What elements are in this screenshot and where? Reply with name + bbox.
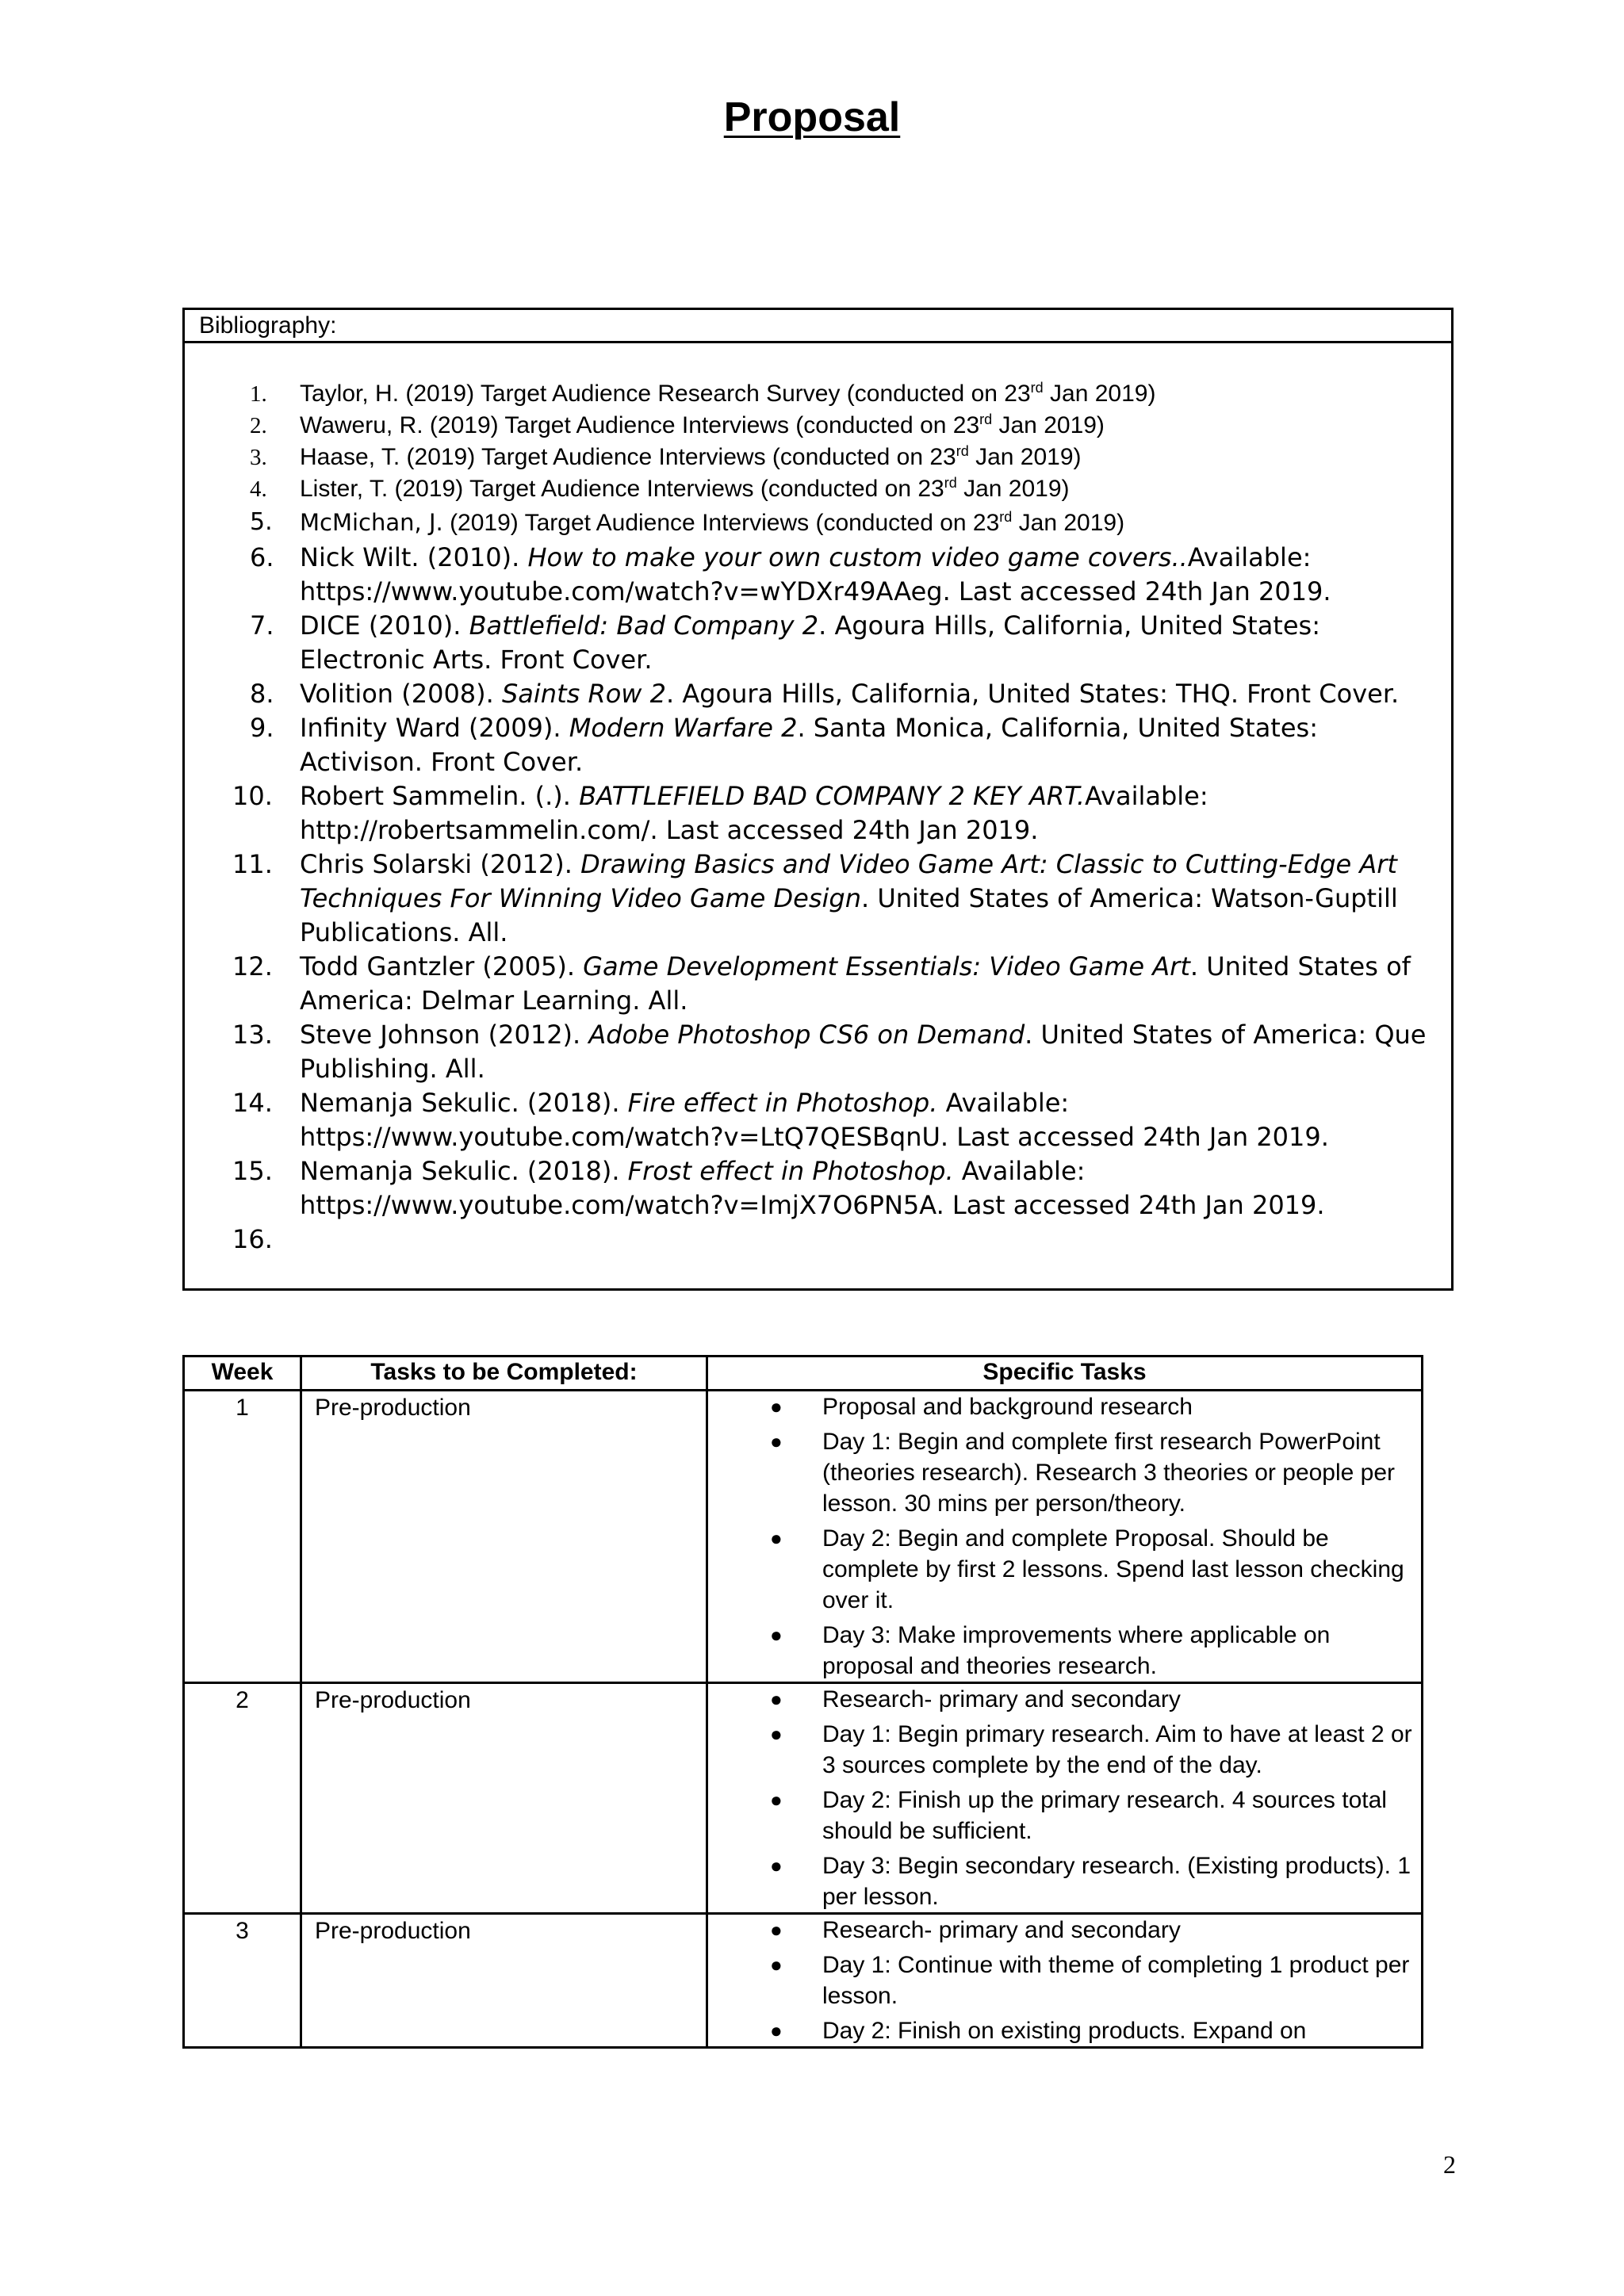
list-item <box>708 1684 1413 1715</box>
list-item <box>708 1523 1413 1616</box>
entry-sup: rd <box>979 411 993 427</box>
entry-text: (2019) Target Audience Interviews (conducted on 23 <box>442 510 1000 536</box>
list-item <box>708 1850 1413 1912</box>
list-item-text: Day 2: Finish up the primary research. 4 sources total should be sufficient. <box>822 1787 1387 1844</box>
list-item <box>708 1391 1413 1422</box>
entry-tail: Jan 2019) <box>1012 510 1125 536</box>
bibliography-entry <box>185 677 1451 711</box>
bullet-icon: ● <box>770 1429 783 1453</box>
entry-number: 3. <box>250 445 267 470</box>
entry-author: Nemanja Sekulic. (2018). <box>300 1156 628 1186</box>
list-item-text: Research- primary and secondary <box>822 1917 1181 1943</box>
header-week: Week <box>184 1357 301 1391</box>
bibliography-entry <box>185 848 1451 950</box>
entry-details: Available: https://www.youtube.com/watch?v=wYDXr49AAeg. Last accessed 24th Jan 2019. <box>300 542 1331 607</box>
page-title: Proposal <box>723 94 901 140</box>
list-item-text: Day 3: Make improvements where applicable on proposal and theories research. <box>822 1622 1331 1679</box>
list-item <box>708 2015 1413 2046</box>
bibliography-list <box>185 378 1451 1257</box>
entry-number: 2. <box>250 413 267 438</box>
entry-tail: Jan 2019) <box>968 444 1082 470</box>
header-tasks: Tasks to be Completed: <box>301 1357 707 1391</box>
week-cell: 3 <box>184 1914 301 2048</box>
table-row <box>184 1914 1423 2048</box>
entry-title: How to make your own custom video game covers.. <box>527 542 1188 572</box>
bullet-icon: ● <box>770 1918 783 1942</box>
table-row <box>184 1683 1423 1914</box>
entry-number: 4. <box>250 476 267 502</box>
bibliography-entry <box>185 410 1451 442</box>
header-specific-tasks: Specific Tasks <box>707 1357 1423 1391</box>
entry-title: Adobe Photoshop CS6 on Demand <box>588 1020 1025 1050</box>
list-item-text: Day 1: Begin and complete first research PowerPoint (theories research). Research 3 theories or people per lesson. 30 mins per person/theory. <box>822 1429 1396 1517</box>
task-cell: Pre-production <box>301 1391 707 1683</box>
bibliography-entry <box>185 541 1451 609</box>
entry-author: Nemanja Sekulic. (2018). <box>300 1088 628 1118</box>
entry-details: Available: https://www.youtube.com/watch?v=LtQ7QESBqnU. Last accessed 24th Jan 2019. <box>300 1088 1329 1152</box>
entry-title: Game Development Essentials: Video Game Art <box>583 951 1190 982</box>
bibliography-entry <box>185 442 1451 473</box>
entry-number: 1. <box>250 381 267 407</box>
week-cell: 2 <box>184 1683 301 1914</box>
bibliography-entry <box>185 779 1451 848</box>
entry-title: Modern Warfare 2 <box>569 713 798 743</box>
entry-author: Steve Johnson (2012). <box>300 1020 589 1050</box>
list-item <box>708 1785 1413 1846</box>
bibliography-header: Bibliography: <box>185 310 1451 343</box>
entry-text: Lister, T. (2019) Target Audience Interviews (conducted on 23 <box>300 476 944 502</box>
bullet-icon: ● <box>770 2019 783 2042</box>
entry-number: 11. <box>232 849 273 879</box>
entry-title: Frost effect in Photoshop. <box>627 1156 954 1186</box>
bullet-icon: ● <box>770 1854 783 1877</box>
entry-details: . United States of America: Watson-Guptill Publications. All. <box>300 883 1398 947</box>
specific-tasks-cell <box>707 1683 1423 1914</box>
list-item-text: Day 1: Continue with theme of completing 1 product per lesson. <box>822 1952 1410 2009</box>
bibliography-entry <box>185 1086 1451 1154</box>
list-item-text: Day 2: Finish on existing products. Expand on <box>822 2018 1307 2044</box>
entry-text: Haase, T. (2019) Target Audience Interviews (conducted on 23 <box>300 444 956 470</box>
entry-number: 5. <box>250 508 273 536</box>
entry-details: . Agoura Hills, California, United States: THQ. Front Cover. <box>665 679 1400 709</box>
bibliography-entry <box>185 1223 1451 1257</box>
specific-tasks-cell <box>707 1391 1423 1683</box>
entry-number: 7. <box>250 610 274 641</box>
bibliography-entry <box>185 1154 1451 1223</box>
bullet-icon: ● <box>770 1722 783 1746</box>
specific-task-list <box>708 1684 1421 1912</box>
page-number: 2 <box>1443 2150 1456 2179</box>
bullet-icon: ● <box>770 1526 783 1550</box>
list-item <box>708 1426 1413 1519</box>
bibliography-entry <box>185 378 1451 410</box>
list-item-text: Day 3: Begin secondary research. (Existing products). 1 per lesson. <box>822 1853 1411 1910</box>
entry-author: Robert Sammelin. (.). <box>300 781 580 811</box>
specific-task-list <box>708 1391 1421 1682</box>
entry-details: Available: http://robertsammelin.com/. Last accessed 24th Jan 2019. <box>300 781 1208 845</box>
list-item-text: Day 1: Begin primary research. Aim to have at least 2 or 3 sources complete by the end of the day. <box>822 1721 1412 1778</box>
bullet-icon: ● <box>770 1953 783 1976</box>
list-item-text: Day 2: Begin and complete Proposal. Should be complete by first 2 lessons. Spend last lesson checking over it. <box>822 1525 1404 1613</box>
entry-details: . United States of America: Delmar Learning. All. <box>300 951 1411 1016</box>
bibliography-entry <box>185 711 1451 779</box>
list-item <box>708 1950 1413 2011</box>
entry-details: . Agoura Hills, California, United States: Electronic Arts. Front Cover. <box>300 610 1320 675</box>
task-cell: Pre-production <box>301 1914 707 2048</box>
entry-number: 12. <box>232 951 273 982</box>
entry-title: Saints Row 2 <box>501 679 666 709</box>
entry-title: Drawing Basics and Video Game Art: Classic to Cutting-Edge Art Techniques For Winning Video Game Design <box>300 849 1397 913</box>
bullet-icon: ● <box>770 1395 783 1418</box>
list-item <box>708 1620 1413 1682</box>
entry-details: . United States of America: Que Publishing. All. <box>300 1020 1427 1084</box>
entry-number: 8. <box>250 679 274 709</box>
entry-details: . Santa Monica, California, United States: Activison. Front Cover. <box>300 713 1318 777</box>
entry-title: BATTLEFIELD BAD COMPANY 2 KEY ART. <box>579 781 1085 811</box>
entry-number: 10. <box>232 781 273 811</box>
bullet-icon: ● <box>770 1687 783 1711</box>
table-row <box>184 1391 1423 1683</box>
entry-title: Battlefield: Bad Company 2 <box>469 610 819 641</box>
schedule-table <box>182 1355 1423 2049</box>
entry-sup: rd <box>956 443 969 459</box>
table-header-row <box>184 1357 1423 1391</box>
entry-sup: rd <box>944 475 957 491</box>
entry-number: 6. <box>250 542 274 572</box>
bibliography-entry <box>185 473 1451 505</box>
entry-text: Taylor, H. (2019) Target Audience Research Survey (conducted on 23 <box>300 381 1031 407</box>
entry-author: Volition (2008). <box>300 679 502 709</box>
specific-tasks-cell <box>707 1914 1423 2048</box>
bibliography-entry <box>185 609 1451 677</box>
list-item <box>708 1719 1413 1781</box>
entry-number: 15. <box>232 1156 273 1186</box>
entry-author: Todd Gantzler (2005). <box>300 951 584 982</box>
bullet-icon: ● <box>770 1788 783 1812</box>
bullet-icon: ● <box>770 1623 783 1647</box>
entry-text: Waweru, R. (2019) Target Audience Interviews (conducted on 23 <box>300 412 980 438</box>
entry-tail: Jan 2019) <box>992 412 1105 438</box>
entry-title: Fire effect in Photoshop. <box>627 1088 938 1118</box>
entry-sup: rd <box>1030 380 1044 396</box>
list-item <box>708 1915 1413 1946</box>
bibliography-entry <box>185 1018 1451 1086</box>
entry-author: Infinity Ward (2009). <box>300 713 569 743</box>
specific-task-list <box>708 1915 1421 2046</box>
entry-tail: Jan 2019) <box>1043 381 1156 407</box>
entry-details: Available: https://www.youtube.com/watch?v=ImjX7O6PN5A. Last accessed 24th Jan 2019. <box>300 1156 1325 1220</box>
entry-number: 9. <box>250 713 274 743</box>
entry-author: Nick Wilt. (2010). <box>300 542 528 572</box>
bibliography-box <box>182 308 1454 1291</box>
list-item-text: Proposal and background research <box>822 1394 1193 1420</box>
entry-number: 13. <box>232 1020 273 1050</box>
entry-author: DICE (2010). <box>300 610 469 641</box>
entry-number: 14. <box>232 1088 273 1118</box>
list-item-text: Research- primary and secondary <box>822 1686 1181 1712</box>
week-cell: 1 <box>184 1391 301 1683</box>
bibliography-entry <box>185 505 1451 541</box>
bibliography-entry <box>185 950 1451 1018</box>
entry-tail: Jan 2019) <box>956 476 1070 502</box>
task-cell: Pre-production <box>301 1683 707 1914</box>
entry-author: McMichan, J. <box>300 509 443 536</box>
entry-author: Chris Solarski (2012). <box>300 849 581 879</box>
entry-number: 16. <box>232 1224 273 1254</box>
entry-sup: rd <box>999 509 1013 525</box>
